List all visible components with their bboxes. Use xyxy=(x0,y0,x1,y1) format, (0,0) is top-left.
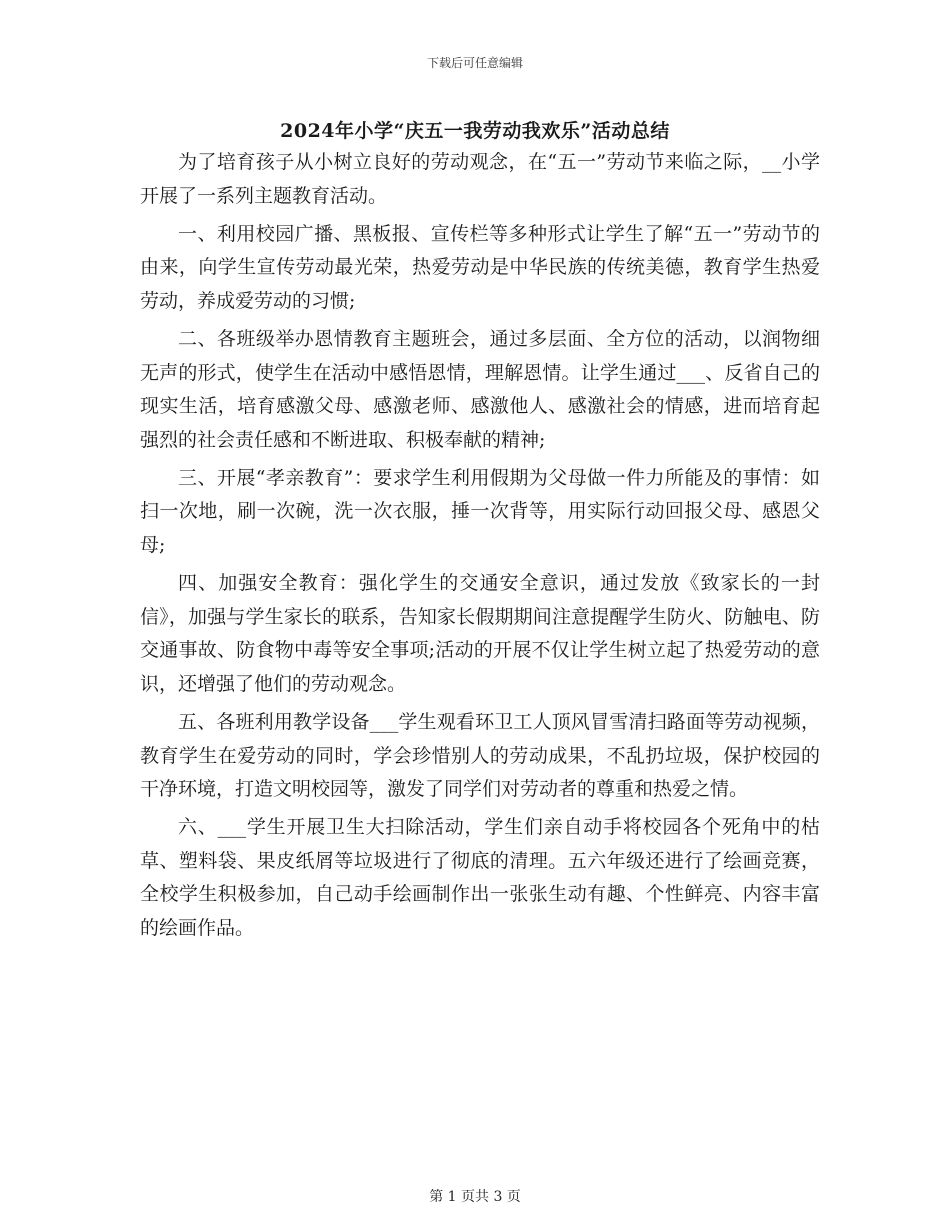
paragraph-item-6: 六、___学生开展卫生大扫除活动，学生们亲自动手将校园各个死角中的枯草、塑料袋、果皮纸屑等垃圾进行了彻底的清理。五六年级还进行了绘画竞赛，全校学生积极参加，自己动手绘画制作出一张张生动有趣、个性鲜亮、内容丰富的绘画作品。 xyxy=(140,816,820,940)
paragraph-item-5: 五、各班利用教学设备___学生观看环卫工人顶风冒雪清扫路面等劳动视频，教育学生在爱劳动的同时，学会珍惜别人的劳动成果，不乱扔垃圾，保护校园的干净环境，打造文明校园等，激发了同学们对劳动者的尊重和热爱之情。 xyxy=(140,711,820,801)
paragraph-item-4: 四、加强安全教育：强化学生的交通安全意识，通过发放《致家长的一封信》，加强与学生家长的联系，告知家长假期期间注意提醒学生防火、防触电、防交通事故、防食物中毒等安全事项;活动的开展不仅让学生树立起了热爱劳动的意识，还增强了他们的劳动观念。 xyxy=(140,572,820,695)
paragraph-item-3: 三、开展“孝亲教育”：要求学生利用假期为父母做一件力所能及的事情：如扫一次地，刷一次碗，洗一次衣服，捶一次背等，用实际行动回报父母、感恩父母; xyxy=(140,466,820,557)
paragraph-item-2: 二、各班级举办恩情教育主题班会，通过多层面、全方位的活动，以润物细无声的形式，使学生在活动中感悟恩情，理解恩情。让学生通过___、反省自己的现实生活，培育感激父母、感激老师、感激他人、感激社会的情感，进而培育起强烈的社会责任感和不断进取、积极奉献的精神; xyxy=(140,327,820,451)
document-body xyxy=(140,146,820,950)
header-note: 下载后可任意编辑 xyxy=(426,56,523,70)
paragraph-intro: 为了培育孩子从小树立良好的劳动观念，在“五一”劳动节来临之际，__小学开展了一系列主题教育活动。 xyxy=(140,151,820,207)
document-title: 2024年小学“庆五一我劳动我欢乐”活动总结 xyxy=(280,120,670,142)
paragraph-item-1: 一、利用校园广播、黑板报、宣传栏等多种形式让学生了解“五一”劳动节的由来，向学生宣传劳动最光荣，热爱劳动是中华民族的传统美德，教育学生热爱劳动，养成爱劳动的习惯; xyxy=(140,222,820,312)
page-number: 第 1 页共 3 页 xyxy=(429,1189,521,1205)
